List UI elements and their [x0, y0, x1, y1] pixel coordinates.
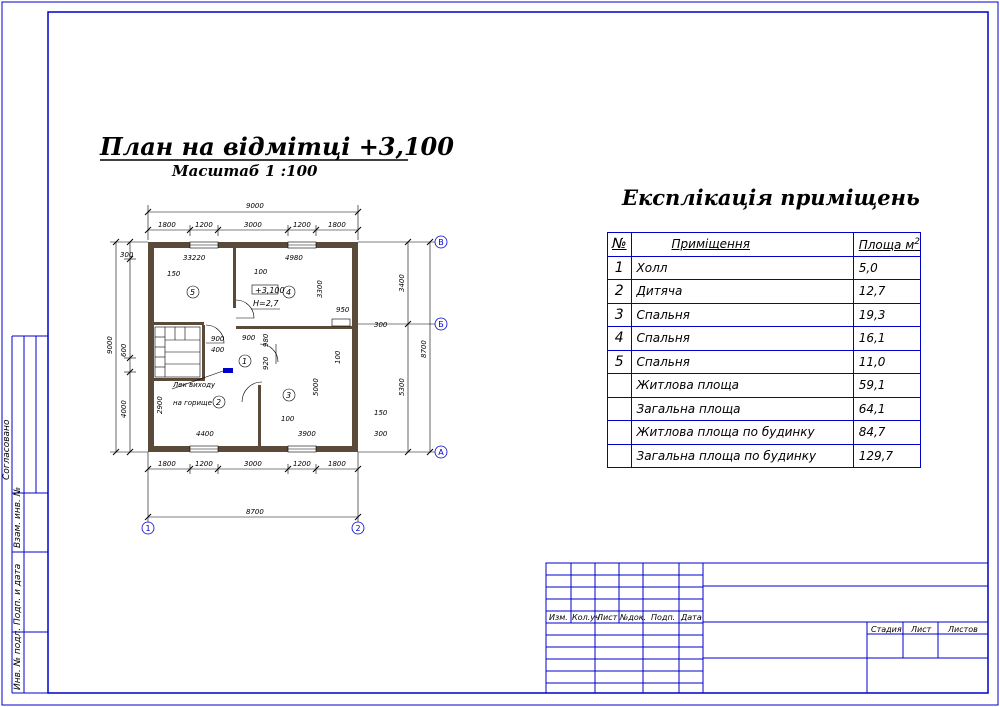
dim-4400: 4400	[196, 430, 214, 438]
dim-right-1: 3400	[398, 274, 406, 292]
row-number	[608, 444, 632, 468]
row-room-name: Житлова площа по будинку	[631, 421, 853, 445]
dim-100b: 100	[334, 350, 342, 364]
dim-950: 950	[336, 306, 350, 314]
dim-overall-right: 8700	[420, 340, 428, 358]
table-row	[608, 397, 921, 421]
dim-bottom-1: 1800	[158, 460, 176, 468]
stamp-label-original-no: Инв. № подл.	[13, 627, 23, 690]
dim-150b: 150	[374, 409, 388, 417]
roof-hatch-marker	[223, 368, 233, 373]
tb-col-date: Дата	[681, 613, 702, 622]
header-no: №	[608, 233, 632, 257]
axis-label-a: А	[438, 448, 444, 457]
row-area: 64,1	[853, 397, 920, 421]
dim-3900: 3900	[298, 430, 316, 438]
header-area	[853, 233, 920, 257]
explication-body	[608, 256, 921, 468]
tb-col-izm: Изм.	[549, 613, 568, 622]
dimension-lines	[110, 205, 440, 525]
header-area-unit: 2	[914, 236, 920, 247]
table-row	[608, 280, 921, 304]
tb-stage: Стадия	[871, 625, 902, 634]
row-number: 1	[608, 256, 632, 280]
row-area: 5,0	[853, 256, 920, 280]
roof-hatch-note-2: на горище	[173, 399, 212, 407]
room-number-texts	[172, 286, 291, 407]
dim-100c: 100	[281, 415, 295, 423]
row-number: 4	[608, 327, 632, 351]
dim-bottom-2: 1200	[195, 460, 213, 468]
explication-title: Експлікація приміщень	[622, 185, 920, 210]
stamp-label-replacement: Взам. инв. №	[13, 486, 23, 548]
row-area: 19,3	[853, 303, 920, 327]
row-room-name: Загальна площа по будинку	[631, 444, 853, 468]
row-number: 2	[608, 280, 632, 304]
dim-100a: 100	[254, 268, 268, 276]
table-row	[608, 444, 921, 468]
tb-col-doc: №док.	[620, 613, 647, 622]
axis-label-v: В	[438, 238, 444, 247]
row-area: 16,1	[853, 327, 920, 351]
axis-label-2: 2	[355, 524, 361, 533]
row-number: 3	[608, 303, 632, 327]
dim-left-2: 600	[120, 343, 128, 357]
dim-900b: 900	[242, 334, 256, 342]
row-area: 59,1	[853, 374, 920, 398]
table-row	[608, 256, 921, 280]
tb-sheet: Лист	[911, 625, 932, 634]
dim-5000: 5000	[312, 378, 320, 396]
dim-300b: 300	[374, 321, 388, 329]
dim-overall-top: 9000	[246, 202, 264, 210]
tb-sheets: Листов	[948, 625, 978, 634]
stamp-label-sign-date: Подп. и дата	[13, 563, 23, 625]
row-room-name: Житлова площа	[631, 374, 853, 398]
row-number	[608, 421, 632, 445]
height-mark: H=2,7	[253, 299, 279, 308]
staircase	[155, 327, 200, 377]
tb-col-kol: Кол.уч	[572, 613, 600, 622]
room-number-4: 4	[286, 288, 292, 297]
table-row	[608, 421, 921, 445]
explication-header-row	[608, 233, 921, 257]
row-area: 84,7	[853, 421, 920, 445]
tb-col-sign: Подп.	[651, 613, 676, 622]
dim-150a: 150	[167, 270, 181, 278]
explication-table	[607, 232, 921, 468]
row-number	[608, 374, 632, 398]
chimney	[332, 319, 350, 326]
row-room-name: Спальня	[631, 350, 853, 374]
dim-top-1: 1800	[158, 221, 176, 229]
window-glass	[190, 245, 316, 449]
row-room-name: Дитяча	[631, 280, 853, 304]
dim-left-1: 300	[120, 251, 134, 259]
stamp-agreed: Согласовано	[2, 419, 12, 480]
row-area: 129,7	[853, 444, 920, 468]
room-number-5: 5	[190, 288, 196, 297]
room-number-3: 3	[286, 391, 292, 400]
dim-top-2: 1200	[195, 221, 213, 229]
room-number-2: 2	[216, 398, 222, 407]
table-row	[608, 350, 921, 374]
tb-col-list: Лист	[597, 613, 618, 622]
plan-scale: Масштаб 1 :100	[172, 162, 318, 180]
row-number: 5	[608, 350, 632, 374]
table-row	[608, 327, 921, 351]
dim-overall-left: 9000	[106, 336, 114, 354]
dim-top-4: 1200	[293, 221, 311, 229]
dim-top-3: 3000	[244, 221, 262, 229]
axis-label-b: Б	[438, 320, 444, 329]
interior-walls	[154, 248, 352, 446]
row-number	[608, 397, 632, 421]
dim-400: 400	[211, 346, 225, 354]
dim-right-2: 5300	[398, 378, 406, 396]
row-area: 12,7	[853, 280, 920, 304]
dim-900a: 900	[211, 335, 225, 343]
dimension-ticks	[113, 209, 433, 520]
dim-300a: 300	[374, 430, 388, 438]
row-room-name: Холл	[631, 256, 853, 280]
header-area-label: Площа м	[858, 237, 915, 252]
roof-hatch-note-1: Лек виходу	[173, 381, 216, 389]
plan-title: План на відмітці +3,100	[100, 132, 454, 161]
windows	[190, 242, 316, 452]
dim-2900: 2900	[156, 396, 164, 414]
axis-label-1: 1	[145, 524, 151, 533]
dim-980: 980	[262, 333, 270, 347]
header-room: Приміщення	[631, 233, 853, 257]
dim-left-3: 4000	[120, 400, 128, 418]
dim-33220: 33220	[183, 254, 206, 262]
floor-plan	[110, 205, 447, 534]
dim-bottom-3: 3000	[244, 460, 262, 468]
dim-3300: 3300	[316, 280, 324, 298]
row-area: 11,0	[853, 350, 920, 374]
room-number-1: 1	[242, 357, 248, 366]
row-room-name: Спальня	[631, 303, 853, 327]
row-room-name: Спальня	[631, 327, 853, 351]
table-row	[608, 374, 921, 398]
level-mark: +3,100	[255, 286, 285, 295]
dim-bottom-5: 1800	[328, 460, 346, 468]
dim-920: 920	[262, 356, 270, 370]
dim-overall-bottom: 8700	[246, 508, 264, 516]
table-row	[608, 303, 921, 327]
dim-top-5: 1800	[328, 221, 346, 229]
row-room-name: Загальна площа	[631, 397, 853, 421]
dim-4980: 4980	[285, 254, 303, 262]
dim-bottom-4: 1200	[293, 460, 311, 468]
